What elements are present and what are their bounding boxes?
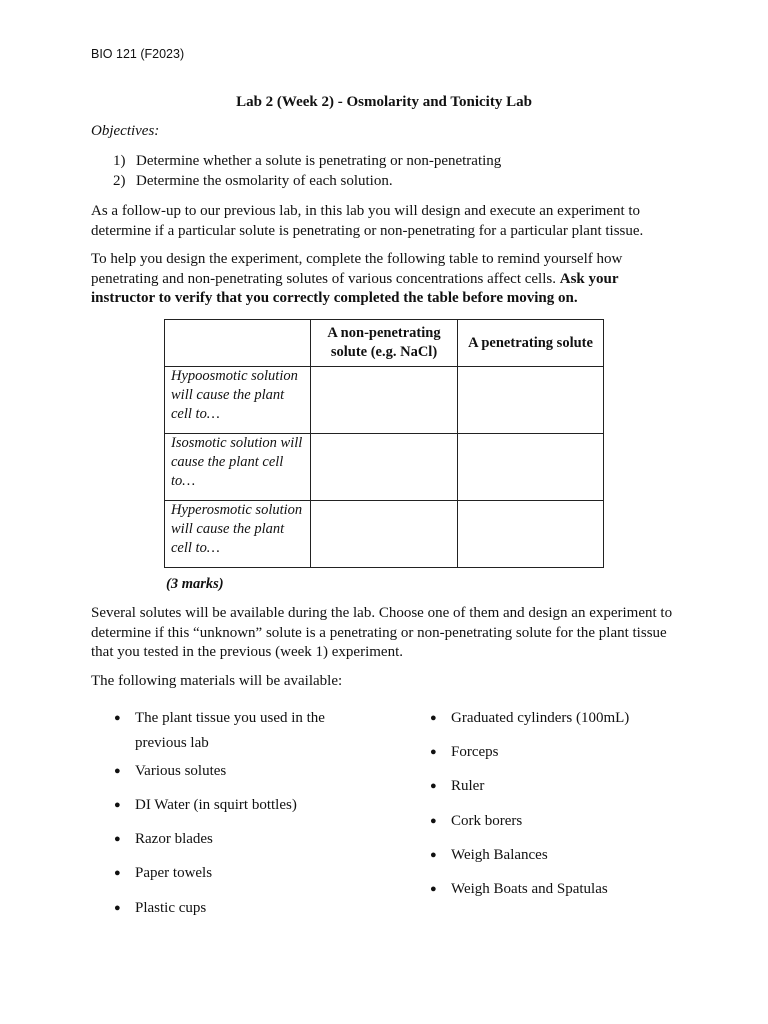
- table-intro-paragraph: [91, 250, 681, 309]
- answer-cell[interactable]: [458, 434, 604, 501]
- objective-text: Determine the osmolarity of each solution.: [136, 172, 393, 189]
- materials-intro: The following materials will be available:: [91, 673, 343, 689]
- bullet-icon: ●: [114, 833, 121, 845]
- objective-number: 2): [113, 172, 126, 189]
- table-row: [165, 501, 604, 568]
- list-item: [430, 843, 711, 868]
- list-item: [114, 827, 355, 852]
- material-label: Weigh Boats and Spatulas: [451, 881, 608, 897]
- list-item: [430, 774, 711, 799]
- objectives-list: [113, 152, 501, 191]
- table-row: [165, 367, 604, 434]
- table-header-non-penetrating: A non-penetrating solute (e.g. NaCl): [311, 320, 458, 367]
- row-label-hypoosmotic: Hypoosmotic solution will cause the plant cell to…: [165, 367, 311, 434]
- answer-cell[interactable]: [458, 367, 604, 434]
- material-label: Ruler: [451, 778, 485, 794]
- material-label: DI Water (in squirt bottles): [135, 797, 297, 813]
- table-intro-text: To help you design the experiment, complete the following table to remind yourself how penetrating and non-penetrating solutes of various concentrations affect cells.: [91, 251, 623, 287]
- objective-text: Determine whether a solute is penetrating or non-penetrating: [136, 153, 502, 169]
- list-item: [114, 793, 355, 818]
- list-item: [430, 809, 711, 834]
- material-label: Weigh Balances: [451, 847, 548, 863]
- material-label: Cork borers: [451, 813, 523, 829]
- bullet-icon: ●: [114, 867, 121, 879]
- list-item: [114, 759, 355, 784]
- answer-cell[interactable]: [311, 501, 458, 568]
- bullet-icon: ●: [430, 849, 437, 861]
- objective-number: 1): [113, 153, 126, 169]
- row-label-hyperosmotic: Hyperosmotic solution will cause the plant cell to…: [165, 501, 311, 568]
- bullet-icon: ●: [430, 712, 437, 724]
- experiment-paragraph: Several solutes will be available during the lab. Choose one of them and design an experiment to determine if this “unknown” solute is a penetrating or non-penetrating solute for the plant tissue that you tested in the previous (week 1) experiment.: [91, 605, 673, 660]
- table-row: [165, 434, 604, 501]
- material-label: Forceps: [451, 744, 499, 760]
- list-item: [114, 706, 345, 756]
- material-label: The plant tissue you used in the previous lab: [135, 710, 325, 751]
- objectives-label: Objectives:: [91, 123, 160, 139]
- objective-item: [113, 152, 501, 172]
- bullet-icon: ●: [114, 765, 121, 777]
- material-label: Plastic cups: [135, 900, 207, 916]
- table-header-row: [165, 320, 604, 367]
- bullet-icon: ●: [114, 902, 121, 914]
- material-label: Razor blades: [135, 831, 213, 847]
- table-header-empty: [165, 320, 311, 367]
- marks-label: (3 marks): [166, 576, 224, 592]
- bullet-icon: ●: [430, 746, 437, 758]
- bullet-icon: ●: [114, 799, 121, 811]
- material-label: Paper towels: [135, 865, 213, 881]
- material-label: Graduated cylinders (100mL): [451, 710, 630, 726]
- bullet-icon: ●: [430, 883, 437, 895]
- answer-cell[interactable]: [311, 434, 458, 501]
- course-code: BIO 121 (F2023): [91, 47, 185, 61]
- list-item: [430, 706, 711, 731]
- bullet-icon: ●: [430, 780, 437, 792]
- row-label-isosmotic: Isosmotic solution will cause the plant cell to…: [165, 434, 311, 501]
- bullet-icon: ●: [430, 815, 437, 827]
- list-item: [430, 877, 711, 902]
- list-item: [430, 740, 711, 765]
- instructor-verify-note: Ask your instructor to verify that you correctly completed the table before moving on.: [91, 270, 619, 306]
- tonicity-table: [164, 319, 604, 568]
- table-header-penetrating: A penetrating solute: [458, 320, 604, 367]
- bullet-icon: ●: [114, 712, 121, 724]
- list-item: [114, 861, 355, 886]
- page-title: Lab 2 (Week 2) - Osmolarity and Tonicity Lab: [236, 94, 532, 110]
- intro-paragraph: As a follow-up to our previous lab, in this lab you will design and execute an experiment to determine if a particular solute is penetrating or non-penetrating for a particular plant tissue.: [91, 203, 644, 239]
- answer-cell[interactable]: [311, 367, 458, 434]
- objective-item: [113, 172, 501, 192]
- material-label: Various solutes: [135, 763, 227, 779]
- answer-cell[interactable]: [458, 501, 604, 568]
- list-item: [114, 896, 355, 921]
